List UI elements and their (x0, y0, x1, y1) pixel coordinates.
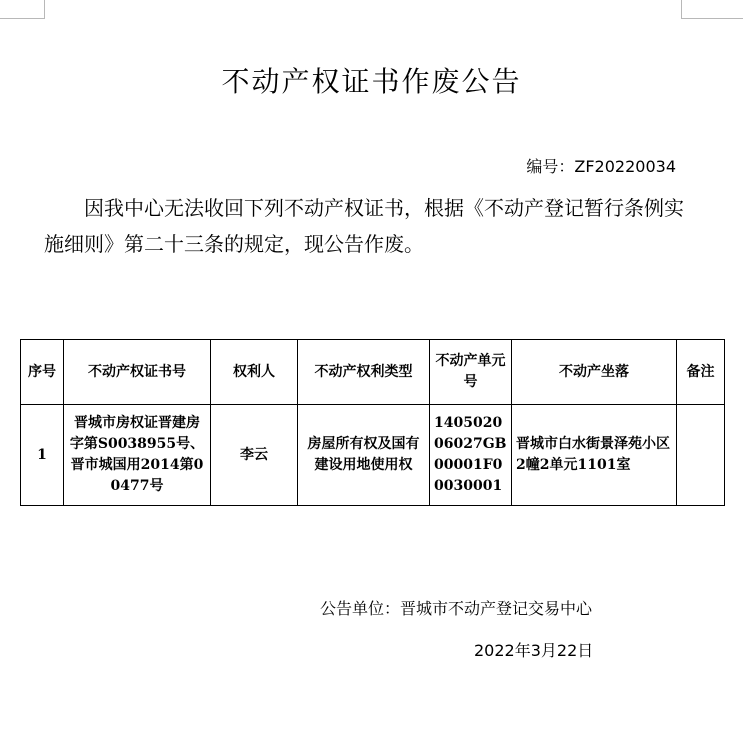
header-cert-no: 不动产权证书号 (64, 340, 211, 405)
table-row (21, 405, 725, 506)
header-remark: 备注 (677, 340, 725, 405)
header-right-type: 不动产权利类型 (298, 340, 430, 405)
page-title: 不动产权证书作废公告 (221, 65, 522, 98)
cell-right-type: 房屋所有权及国有建设用地使用权 (298, 405, 430, 506)
document-number: 编号：ZF20220034 (526, 157, 676, 176)
announcement-body: 因我中心无法收回下列不动产权证书，根据《不动产登记暂行条例实施细则》第二十三条的规定，现公告作废。 (44, 196, 684, 256)
header-seq: 序号 (21, 340, 64, 405)
header-owner: 权利人 (211, 340, 298, 405)
header-unit-no: 不动产单元号 (430, 340, 512, 405)
page-corner-mark-top-left (0, 0, 45, 19)
cell-cert-no: 晋城市房权证晋建房字第S0038955号、晋市城国用2014第00477号 (64, 405, 211, 506)
certificate-table (20, 339, 725, 506)
issue-date: 2022年3月22日 (474, 641, 594, 660)
page-corner-mark-top-right (681, 0, 743, 19)
cell-owner: 李云 (211, 405, 298, 506)
cell-location: 晋城市白水街景泽苑小区2幢2单元1101室 (512, 405, 677, 506)
cell-remark (677, 405, 725, 506)
issuing-unit: 公告单位：晋城市不动产登记交易中心 (320, 599, 593, 618)
cell-unit-no: 140502006027GB00001F00030001 (430, 405, 512, 506)
header-location: 不动产坐落 (512, 340, 677, 405)
cell-seq: 1 (21, 405, 64, 506)
table-header-row (21, 340, 725, 405)
